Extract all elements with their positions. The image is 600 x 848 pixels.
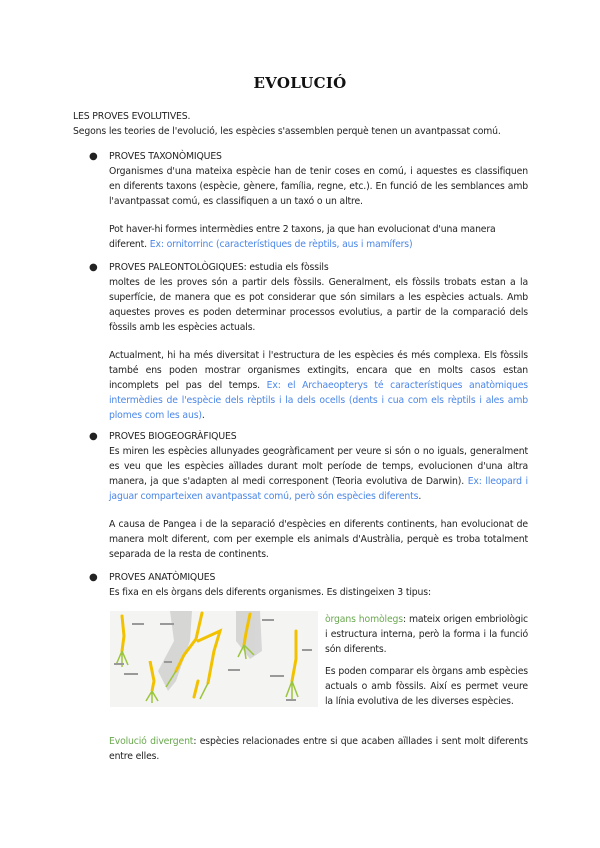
section-paleontologiques: [109, 260, 528, 423]
section-heading: PROVES BIOGEOGRÀFIQUES: [109, 431, 237, 442]
section-anatomiques: [109, 570, 528, 600]
paragraph: moltes de les proves són a partir dels fòssils. Generalment, els fòssils trobats estan a la superfície, de manera que es pot considerar que són similars a les espècies actuals. Amb aquestes proves es poden determinar processos evolutius, a partir de la comparació dels fòssils amb les espècies actuals.: [109, 277, 528, 333]
paragraph: [109, 444, 528, 504]
example-text: Ex: lleopard i jaguar comparteixen avantpassat comú, però són espècies diferents: [109, 476, 528, 502]
paragraph: Es poden comparar els òrgans amb espècies actuals o amb fòssils. Així es permet veure la línia evolutiva de les diverses espècies.: [325, 666, 528, 707]
punctuation: .: [201, 410, 205, 421]
paragraph-text: Es miren les espècies allunyades geogràficament per veure si són o no iguals, generalment es veu que les espècies aïllades durant molt període de temps, evolucionen d'una altra manera, ja que s'adapten al medi corresponent (Teoria evolutiva de Darwin).: [109, 446, 528, 487]
homologous-description: [325, 612, 528, 709]
paragraph-text: : espècies relacionades entre si que acaben aïllades i sent molt diferents entre elles.: [109, 736, 528, 762]
intro: [73, 109, 533, 139]
homologous-limbs-image: [110, 611, 318, 707]
intro-heading: LES PROVES EVOLUTIVES.: [73, 111, 191, 122]
paragraph: [109, 222, 528, 252]
section-biogeografiques: [109, 429, 528, 562]
punctuation: .: [418, 491, 422, 502]
example-text: Ex: ornitorrinc (característiques de rèptils, aus i mamífers): [149, 239, 413, 250]
bullet-icon: ●: [89, 262, 98, 273]
intro-text: Segons les teories de l'evolució, les espècies s'assemblen perquè tenen un avantpassat comú.: [73, 126, 501, 137]
paragraph-text: Actualment, hi ha més diversitat i l'estructura de les espècies és més complexa. Els fòssils també ens poden mostrar organismes extingits, encara que en molts casos estan incomplets pel pas del temps.: [109, 350, 528, 391]
paragraph-text: Pot haver-hi formes intermèdies entre 2 taxons, ja que han evolucionat d'una manera diferent.: [109, 224, 496, 250]
paragraph: [109, 348, 528, 423]
paragraph-text: : mateix origen embriològic i estructura interna, però la forma i la funció són diferents.: [325, 614, 528, 655]
bullet-icon: ●: [89, 151, 98, 162]
term-homolegs: òrgans homòlegs: [325, 614, 403, 625]
term-divergent: Evolució divergent: [109, 736, 194, 747]
paragraph: Organismes d'una mateixa espècie han de tenir coses en comú, i aquestes es classifiquen en diferents taxons (espècie, gènere, família, regne, etc.). En funció de les semblances amb l'avantpassat comú, es classifiquen a un taxó o un altre.: [109, 166, 528, 207]
paragraph: Es fixa en els òrgans dels diferents organismes. Es distingeixen 3 tipus:: [109, 587, 431, 598]
heading-suffix: estudia els fòssils: [249, 262, 329, 273]
heading-text: PROVES PALEONTOLÒGIQUES:: [109, 262, 247, 273]
section-heading: [109, 260, 528, 275]
section-taxonomiques: [109, 149, 528, 252]
bullet-icon: ●: [89, 572, 98, 583]
paragraph: [325, 612, 528, 657]
divergent-paragraph: [109, 734, 528, 764]
page-title: EVOLUCIÓ: [253, 74, 347, 92]
paragraph: A causa de Pangea i de la separació d'espècies en diferents continents, han evolucionat de manera molt diferent, com per exemple els animals d'Austràlia, perquè es troba totalment separada de la resta de continents.: [109, 519, 528, 560]
bullet-icon: ●: [89, 431, 98, 442]
example-text: Ex: el Archaeopterys té característiques anatòmiques intermèdies de l'espècie dels rèptils i la dels ocells (dents i cua com els rèptils i ales amb plomes com les aus): [109, 380, 528, 421]
section-heading: PROVES ANATÒMIQUES: [109, 572, 216, 583]
section-heading: PROVES TAXONÒMIQUES: [109, 151, 222, 162]
